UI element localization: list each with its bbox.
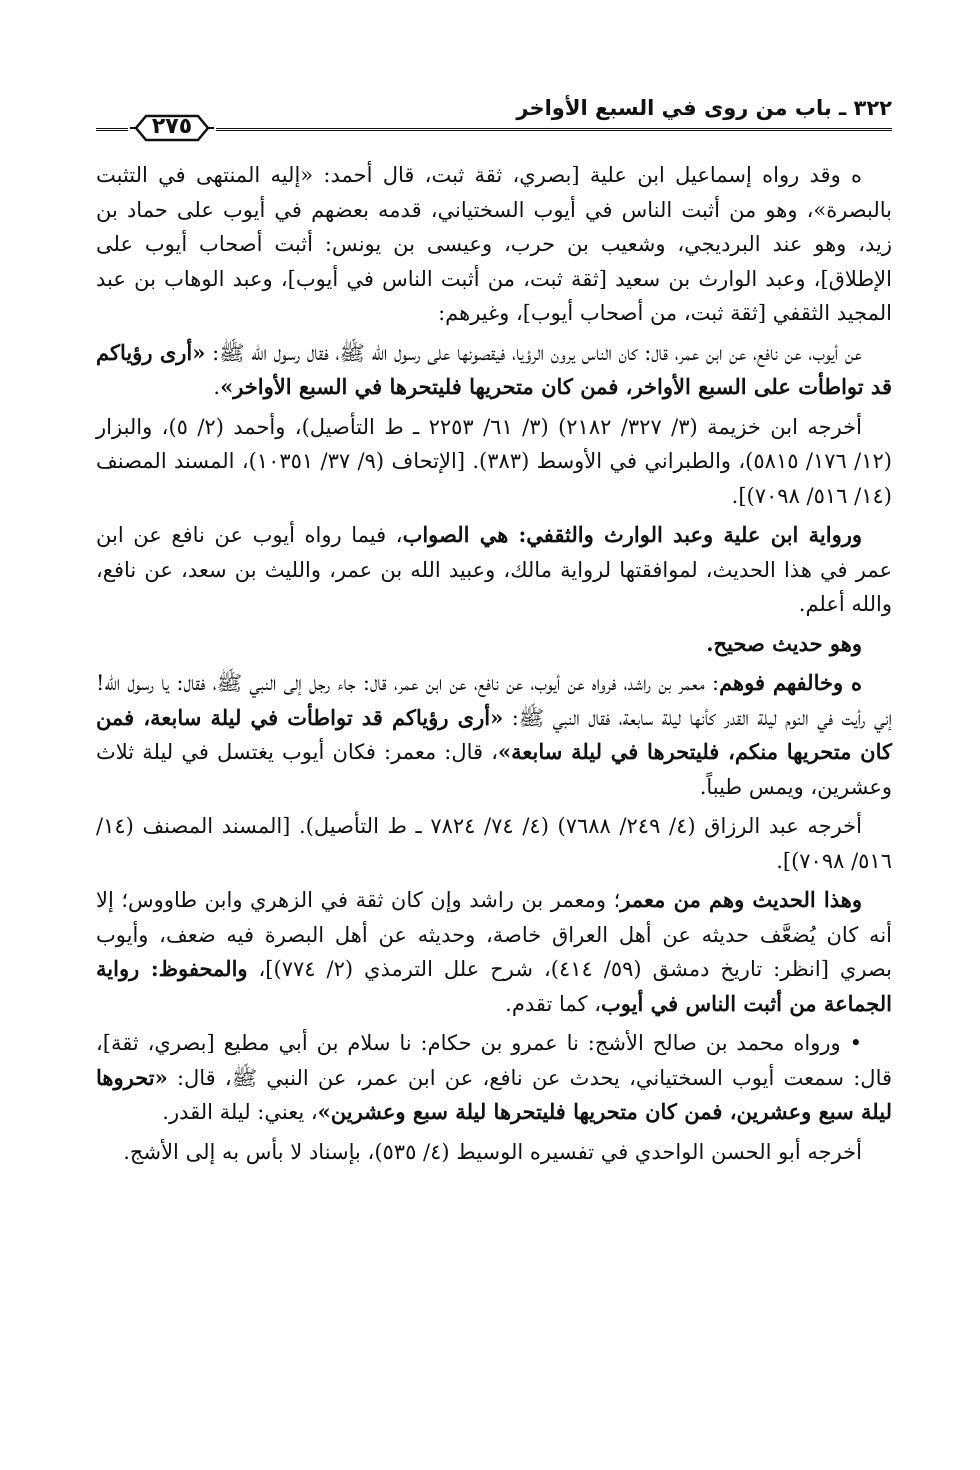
bold-text-run: «أرى رؤياكم قد تواطأت في ليلة سابعة، فمن كان متحريها منكم، فليتحرها في ليلة سابعة» (96, 704, 892, 764)
paragraph (96, 158, 892, 331)
text-run: ه وقد رواه إسماعيل ابن علية [بصري، ثقة ثبت، قال أحمد: «إليه المنتهى في التثبت بالبصرة»، وهو من أثبت الناس في أيوب السختياني، قدمه بعضهم في أيوب على حماد بن زيد، وهو عند البرديجي، وشعيب بن حرب، وعيسى بن يونس: أثبت أصحاب أيوب على الإطلاق]، وعبد الوارث بن سعيد [ثقة ثبت، من أثبت الناس في أيوب]، وعبد الوهاب بن عبد المجيد الثقفي [ثقة ثبت، من أصحاب أيوب]، وغيرهم: (96, 163, 892, 325)
paragraph (96, 410, 892, 514)
body-text (96, 158, 892, 1174)
paragraph (96, 1135, 892, 1170)
text-run: أخرجه ابن خزيمة (٣/ ٣٢٧/ ٢١٨٢) (٣/ ٦١/ ٢٢٥٣ ـ ط التأصيل)، وأحمد (٢/ ٥)، والبزار (١٢/ ١٧٦/ ٥٨١٥)، والطبراني في الأوسط (٣٨٣). [الإتحاف (٩/ ٣٧/ ١٠٣٥١)، المسند المصنف (١٤/ ٥١٦/ ٧٠٩٨)]. (96, 414, 892, 508)
text-run: ، فيما رواه أيوب عن نافع عن ابن عمر في هذا الحديث، لموافقتها لرواية مالك، وعبيد الله بن عمر، والليث بن سعد، عن نافع، والله أعلم. (96, 523, 892, 616)
page-number: ٢٧٥ (151, 114, 193, 139)
text-run: • ورواه محمد بن صالح الأشج: نا عمرو بن حكام: نا سلام بن أبي مطيع [بصري، ثقة]، قال: سمعت أيوب السختياني، يحدث عن نافع، عن ابن عمر، عن النبي ﷺ، قال: (96, 1031, 892, 1090)
page-header (96, 92, 892, 152)
paragraph (96, 518, 892, 622)
text-run: أخرجه عبد الرزاق (٤/ ٢٤٩/ ٧٦٨٨) (٤/ ٧٤/ ٧٨٢٤ ـ ط التأصيل). [المسند المصنف (١٤/ ٥١٦/ ٧٠٩٨)]. (96, 814, 892, 873)
bold-text-run: ورواية ابن علية وعبد الوارث والثقفي: هي الصواب (402, 522, 862, 547)
page-number-ornament (128, 108, 216, 148)
bold-text-run: «أرى رؤياكم قد تواطأت على السبع الأواخر، فمن كان متحريها فليتحرها في السبع الأواخر» (96, 339, 892, 399)
bold-text-run: ه وخالفهم فوهم (719, 670, 862, 695)
paragraph (96, 336, 892, 405)
text-run: . (213, 375, 221, 399)
text-run: ؛ ومعمر بن راشد وإن كان ثقة في الزهري وابن طاووس؛ إلا أنه كان يُضعَّف حديثه عن أهل العراق خاصة، وحديثه عن أهل البصرة فيه ضعف، وأيوب بصري [انظر: تاريخ دمشق (٥٩/ ٤١٤)، شرح علل الترمذي (٢/ ٧٧٤)]، (96, 888, 892, 981)
text-run: : معمر بن راشد، فرواه عن أيوب، عن نافع، عن ابن عمر، قال: جاء رجل إلى النبي ﷺ، فقال: يا رسول الله! إني رأيت في النوم ليلة القدر كأنها ليلة سابعة، فقال النبي ﷺ: (96, 671, 892, 730)
paragraph (96, 809, 892, 878)
text-run: عن أيوب، عن نافع، عن ابن عمر، قال: كان الناس يرون الرؤيا، فيقصونها على رسول الله ﷺ، فقال رسول الله ﷺ: (205, 340, 862, 365)
text-run: ، قال: معمر: فكان أيوب يغتسل في ليلة ثلاث وعشرين، ويمس طيباً. (96, 740, 892, 799)
text-run: ، كما تقدم. (505, 991, 601, 1016)
chapter-title: ٣٢٢ ـ باب من روى في السبع الأواخر (506, 96, 892, 120)
paragraph (96, 666, 892, 804)
text-run: أخرجه أبو الحسن الواحدي في تفسيره الوسيط (٤/ ٥٣٥)، بإسناد لا بأس به إلى الأشج. (123, 1139, 862, 1164)
text-run: ، يعني: ليلة القدر. (162, 1100, 318, 1124)
bold-text-run: والمحفوظ: رواية الجماعة من أثبت الناس في أيوب (96, 956, 892, 1016)
bold-text-run: وهو حديث صحيح. (706, 630, 862, 656)
paragraph (96, 883, 892, 1021)
paragraph (96, 1026, 892, 1130)
paragraph (96, 627, 892, 662)
bold-text-run: «تحروها ليلة سبع وعشرين، فمن كان متحريها فليتحرها ليلة سبع وعشرين» (96, 1064, 892, 1124)
bold-text-run: وهذا الحديث وهم من معمر (620, 887, 862, 912)
